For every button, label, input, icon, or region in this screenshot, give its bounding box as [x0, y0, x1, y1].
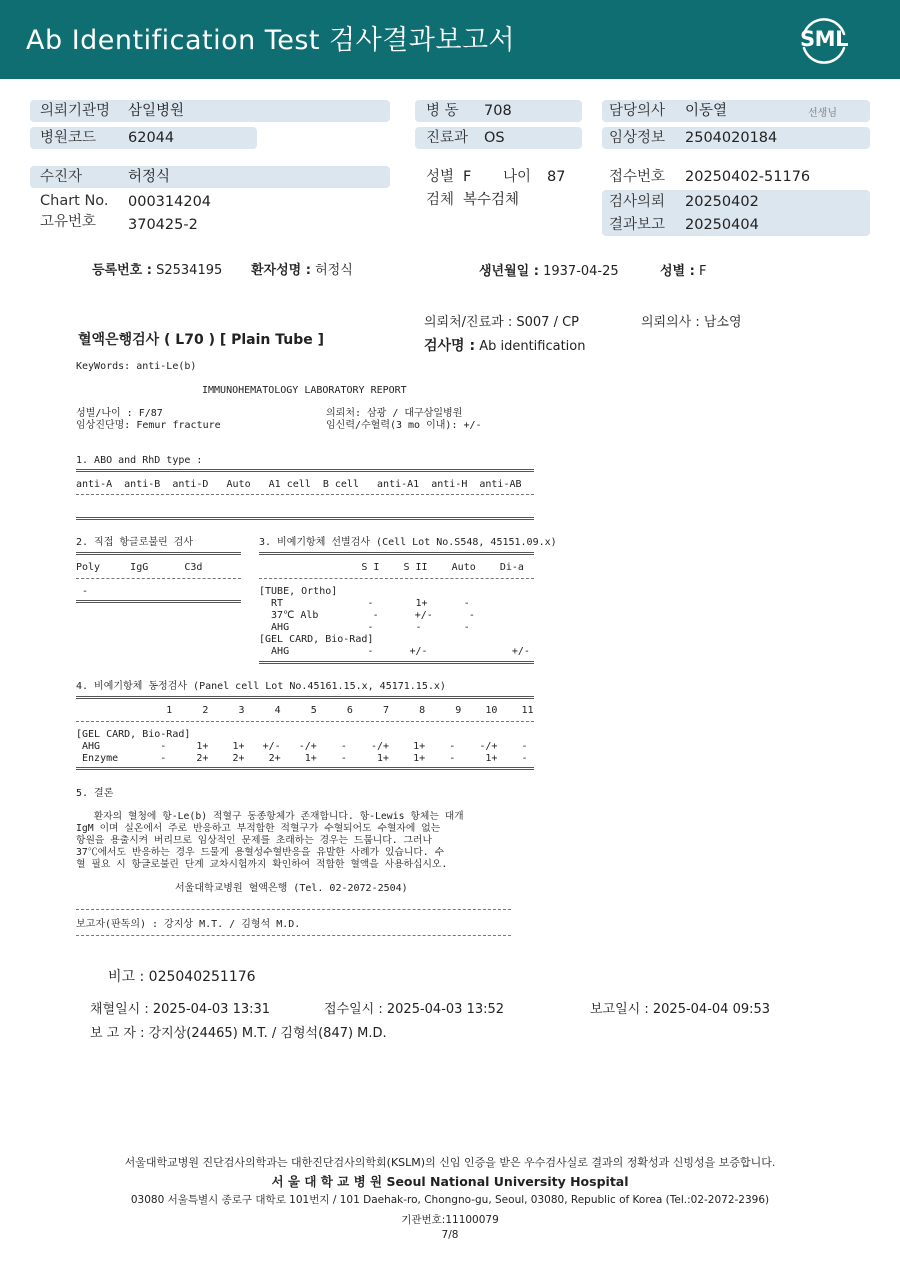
test-name-row [424, 335, 585, 355]
report-time-label: 보고일시 : [590, 1002, 649, 1017]
page-title: Ab Identification Test 검사결과보고서 [26, 25, 516, 56]
info-bar-patient [30, 166, 390, 188]
age-label: 나이 [503, 169, 532, 185]
sex-label: 성별 [426, 169, 455, 185]
sec1-title: 1. ABO and RhD type : [76, 455, 203, 466]
unique-label: 고유번호 [40, 214, 97, 230]
collect-value: 2025-04-03 13:31 [152, 1002, 271, 1017]
sec4-body: [GEL CARD, Bio-Rad] AHG - 1+ 1+ +/- -/+ - -/+ 1+ - -/+ - Enzyme - 2+ 2+ 2+ 1+ - 1+ 1+ - 1+ - [76, 729, 528, 764]
result-label: 결과보고 [609, 217, 666, 233]
pregnancy-line: 임신력/수혈력(3 mo 이내): +/- [326, 420, 482, 431]
requesting-doctor-line: 의뢰의사 : 남소영 [641, 315, 742, 330]
dept-value: OS [484, 130, 505, 146]
sec4-title: 4. 비예기항체 동정검사 (Panel cell Lot No.45161.15.x, 45171.15.x) [76, 681, 446, 692]
logo-text: SML [800, 27, 848, 51]
collect-label: 채혈일시 : [90, 1002, 149, 1017]
sex-age-line: 성별/나이 : F/87 [76, 408, 163, 419]
receipt-label: 접수번호 [609, 169, 666, 185]
test-name-label: 검사명 : [424, 338, 476, 354]
name-row [251, 259, 353, 278]
sec3-body: [TUBE, Ortho] RT - 1+ - 37℃ Alb - +/- - AHG - - - [GEL CARD, Bio-Rad] AHG - +/- +/- [259, 586, 530, 657]
institution-value: 삼일병원 [128, 103, 185, 119]
dob-row [479, 260, 619, 279]
diagnosis-line: 임상진단명: Femur fracture [76, 420, 221, 431]
registration-row [92, 259, 222, 278]
sex-value: F [463, 169, 472, 185]
receive-value: 2025-04-03 13:52 [386, 1002, 505, 1017]
accreditation-notice: 서울대학교병원 진단검사의학과는 대한진단검사의학회(KSLM)의 신임 인증을 받은 우수검사실로 결과의 정확성과 신빙성을 보증합니다. [124, 1156, 776, 1169]
sec4-rule-mid [76, 721, 534, 722]
sec2-rule-bottom [76, 600, 241, 603]
sec3-rule-top [259, 552, 534, 555]
keywords: KeyWords: anti-Le(b) [76, 361, 197, 372]
sec1-rule-top [76, 469, 534, 472]
sec4-header: 1 2 3 4 5 6 7 8 9 10 11 [76, 705, 534, 716]
report-time-row [590, 998, 770, 1017]
report-time-value: 2025-04-04 09:53 [652, 1002, 771, 1017]
name-label: 환자성명 : [251, 263, 311, 278]
dob-value: 1937-04-25 [543, 264, 619, 279]
receive-row [324, 998, 504, 1017]
unique-value: 370425-2 [128, 217, 198, 233]
summary-reporter-label: 보 고 자 : [90, 1026, 145, 1041]
doctor-suffix: 선생님 [808, 108, 837, 119]
test-title: 혈액은행검사 ( L70 ) [ Plain Tube ] [78, 332, 325, 348]
dept-line: 의뢰처/진료과 : S007 / CP [424, 315, 579, 330]
sec2-header: Poly IgG C3d [76, 562, 203, 573]
reporter-rule-top [76, 909, 511, 910]
receive-label: 접수일시 : [324, 1002, 383, 1017]
sec3-header: S I S II Auto Di-a [259, 562, 524, 573]
summary-reporter-row [90, 1022, 387, 1041]
sec3-rule-bottom [259, 661, 534, 664]
remark-row [108, 966, 256, 986]
sec4-rule-top [76, 696, 534, 699]
sec3-rule-mid [259, 578, 534, 579]
patient-label: 수진자 [40, 169, 83, 185]
specimen-value: 복수검체 [463, 192, 520, 208]
name-value: 허정식 [315, 263, 353, 278]
requester-line: 의뢰처: 삼광 / 대구삼일병원 [326, 408, 463, 419]
conclusion-text: 환자의 혈청에 항-Le(b) 적혈구 동종항체가 존재합니다. 항-Lewis 항체는 대개 IgM 이며 실온에서 주로 반응하고 부적합한 적혈구가 수혈되어도 수혈자에 없는 항원을 용출시켜 버리므로 임상적인 문제를 초래하는 경우는 드뭅니다. 그러나 37℃에서도 반응하는 경우 드물게 용혈성수혈반응을 유발한 사례가 있습니다. 수 혈 필요 시 항글로불린 단계 교차시험까지 확인하여 적합한 혈액을 사용하십시오. [76, 811, 464, 870]
hospital-name: 서 울 대 학 교 병 원 Seoul National University Hospital [271, 1174, 629, 1189]
collect-row [90, 998, 270, 1017]
report-title: IMMUNOHEMATOLOGY LABORATORY REPORT [202, 385, 407, 396]
org-number: 기관번호:11100079 [401, 1214, 499, 1226]
receipt-value: 20250402-51176 [685, 169, 811, 185]
age-value: 87 [547, 169, 566, 185]
sec2-row: - [76, 586, 89, 597]
clinical-label: 임상정보 [609, 130, 666, 146]
reporter-line: 보고자(판독의) : 강지상 M.T. / 김형석 M.D. [76, 919, 301, 930]
remark-value: 025040251176 [148, 969, 256, 985]
remark-label: 비고 : [108, 969, 145, 985]
page-number: 7/8 [441, 1229, 459, 1241]
institution-label: 의뢰기관명 [40, 103, 111, 119]
reporter-rule-bottom [76, 935, 511, 936]
result-value: 20250404 [685, 217, 759, 233]
hospital-address: 03080 서울특별시 종로구 대학로 101번지 / 101 Daehak-ro, Chongno-gu, Seoul, 03080, Republic of Korea (Tel.:02-2072-2396) [130, 1194, 770, 1206]
clinical-value: 2504020184 [685, 130, 778, 146]
sec1-rule-bottom [76, 517, 534, 520]
sec2-rule-top [76, 552, 241, 555]
specimen-label: 검체 [426, 192, 455, 208]
request-label: 검사의뢰 [609, 194, 666, 210]
ward-value: 708 [484, 103, 512, 119]
dob-label: 생년월일 : [479, 264, 539, 279]
sec5-title: 5. 결론 [76, 788, 114, 799]
sec2-title: 2. 직접 항글로불린 검사 [76, 537, 194, 548]
doctor-label: 담당의사 [609, 103, 666, 119]
sec3-title: 3. 비예기항체 선별검사 (Cell Lot No.S548, 45151.09.x) [259, 537, 557, 548]
reg-value: S2534195 [156, 263, 223, 278]
blood-bank-line: 서울대학교병원 혈액은행 (Tel. 02-2072-2504) [175, 883, 408, 894]
sec1-header: anti-A anti-B anti-D Auto A1 cell B cell anti-A1 anti-H anti-AB [76, 479, 522, 490]
record-sex-row [660, 260, 706, 279]
chart-value: 000314204 [128, 194, 212, 210]
record-sex-value: F [698, 264, 707, 279]
hospital-code-label: 병원코드 [40, 130, 97, 146]
sml-logo [796, 12, 852, 68]
ward-label: 병 동 [426, 103, 459, 119]
record-sex-label: 성별 : [660, 264, 695, 279]
hospital-code-value: 62044 [128, 130, 175, 146]
reg-label: 등록번호 : [92, 263, 152, 278]
dept-label: 진료과 [426, 130, 469, 146]
doctor-value: 이동열 [685, 103, 728, 119]
sec4-rule-bottom [76, 767, 534, 770]
patient-value: 허정식 [128, 169, 171, 185]
request-value: 20250402 [685, 194, 759, 210]
sec2-rule-mid [76, 578, 241, 579]
summary-reporter-value: 강지상(24465) M.T. / 김형석(847) M.D. [148, 1026, 387, 1041]
test-name-value: Ab identification [479, 339, 586, 354]
sec1-rule-mid [76, 494, 534, 495]
report-header [0, 0, 900, 79]
chart-label: Chart No. [40, 193, 109, 209]
